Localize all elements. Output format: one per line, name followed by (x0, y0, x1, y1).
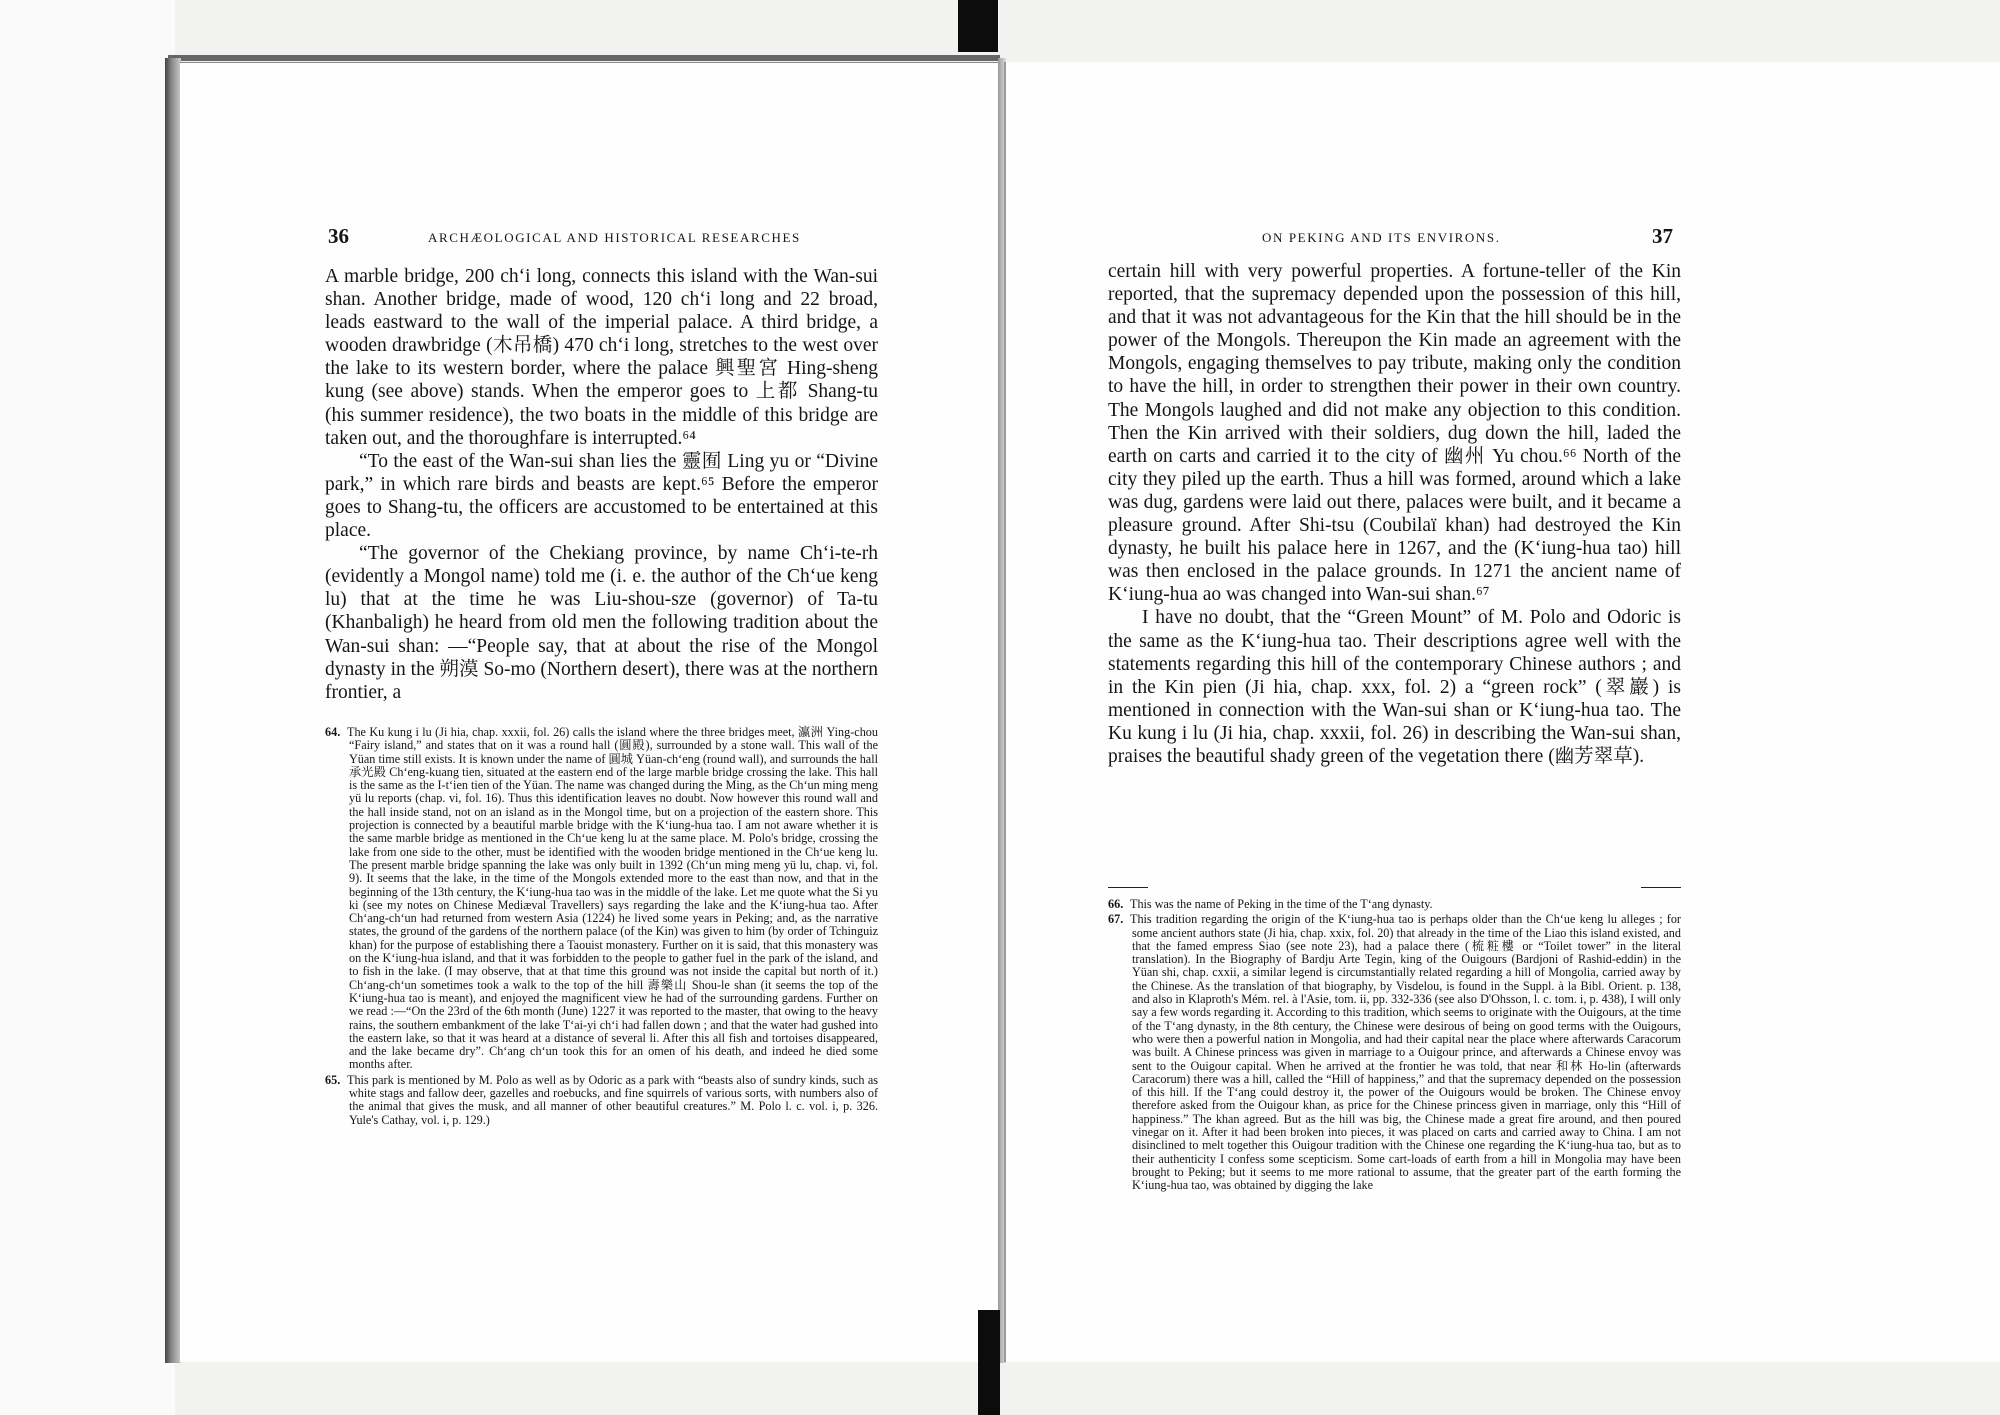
footnote-number: 67. (1108, 912, 1124, 927)
book-edge-left (165, 58, 181, 1363)
footnote-number: 66. (1108, 897, 1124, 911)
right-page (1004, 62, 2000, 1362)
footnote-rule-left (1108, 887, 1148, 888)
footnote-rule (325, 717, 878, 718)
footnote-number: 65. (325, 1072, 341, 1087)
footnote (325, 726, 878, 1072)
body-text (325, 265, 878, 704)
scan-background (0, 0, 175, 1415)
binding-spine-top (958, 0, 998, 52)
footnotes (1108, 898, 1681, 1193)
footnote-text: The Ku kung i lu (Ji hia, chap. xxxii, fol. 26) calls the island where the three bridges meet, 瀛洲 Ying-chou “Fairy island,” and states that on it was a round hall (圓殿), surrounded by a stone wall. This wall of the Yüan time still exists. It is known under the name of 圓城 Yüan-ch‘eng (round wall), and surrounds the hall 承光殿 Ch‘eng-kuang tien, situated at the eastern end of the large marble bridge crossing the lake. This hall is the same as the I-t‘ien tien of the Yüan. The name was changed during the Ming, as the Ch‘un ming meng yü lu reports (chap. vi, fol. 16). Thus this identification leaves no doubt. Now however this round wall and the hall inside stand, not on an island as in the Mongol time, but on a projection of the eastern shore. This projection is connected by a beautiful marble bridge with the K‘iung-hua tao. I am not aware whether it is the same marble bridge as mentioned in the Ch‘ue keng lu at the same place. M. Polo's bridge, crossing the lake from one side to the other, must be identified with the wooden bridge mentioned in the Ch‘ue keng lu. The present marble bridge spanning the lake was only built in 1392 (Ch‘un ming meng yü lu, chap. vi, fol. 9). It seems that the lake, in the time of the Mongols extended more to the east than now, and that in the beginning of the 13th century, the K‘iung-hua tao was in the middle of the lake. Let me quote what the Si yu ki (see my notes on Chinese Mediæval Travellers) says regarding the lake and the K‘iung-hua tao. After Ch‘ang-ch‘un had returned from western Asia (1224) he lived some years in Peking; and, as the narrative states, the ground of the gardens of the northern palace (of the Kin) was given to him (by order of Tchinguiz khan) for the purpose of establishing there a Taouist monastery. Further on it is said, that this monastery was on the K‘iung-hua island, and that it was forbidden to the people to gather fuel in the park of the island, and to fish in the lake. (I may observe, that at that time this ground was not inside the capital but north of it.) Ch‘ang-ch‘un sometimes took a walk to the top of the hill 壽樂山 Shou-le shan (it seems the top of the K‘iung-hua tao is meant), and enjoyed the magnificent view he had of the surrounding gardens. Further on we read :—“On the 23rd of the 6th month (June) 1227 it was reported to the master, that owing to the heavy rains, the southern embankment of the lake T‘ai-yi ch‘i had fallen down ; and that the water had gushed into the eastern lake, so that it was heard at a distance of several li. After this all fish and tortoises disappeared, and the lake became dry”. Ch‘ang ch‘un took this for an omen of his death, and indeed he died some months after. (347, 725, 878, 1072)
paragraph: “The governor of the Chekiang province, by name Ch‘i-te-rh (evidently a Mongol name) told me (i. e. the author of the Ch‘ue keng lu) that at the time he was Liu-shou-sze (governor) of Ta-tu (Khanbaligh) he heard from old men the following tradition about the Wan-sui shan: —“People say, that at about the rise of the Mongol dynasty in the 朔漠 So-mo (Northern desert), there was at the northern frontier, a (325, 543, 878, 703)
footnote-number: 64. (325, 725, 341, 739)
paragraph: I have no doubt, that the “Green Mount” of M. Polo and Odoric is the same as the K‘iung-hua tao. Their descriptions agree well with the statements regarding this hill of the contemporary Chinese authors ; and in the Kin pien (Ji hia, chap. xxx, fol. 2) a “green rock” (翠巖) is mentioned in connection with the Wan-sui shan or K‘iung-hua tao. The Ku kung i lu (Ji hia, chap. xxxii, fol. 26) in describing the Wan-sui shan, praises the beautiful shady green of the vegetation there (幽芳翠草). (1108, 607, 1681, 767)
footnote (325, 1074, 878, 1127)
running-header: ON PEKING AND ITS ENVIRONS. (1262, 230, 1501, 245)
left-page (180, 62, 1000, 1362)
paragraph: A marble bridge, 200 ch‘i long, connects this island with the Wan-sui shan. Another bridge, made of wood, 120 ch‘i long and 22 broad, leads eastward to the wall of the imperial palace. A third bridge, a wooden drawbridge (木吊橋) 470 ch‘i long, stretches to the west over the lake to its western border, where the palace 興聖宮 Hing-sheng kung (see above) stands. When the emperor goes to 上都 Shang-tu (his summer residence), the two boats in the middle of this bridge are taken out, and the thoroughfare is interrupted.⁶⁴ (325, 266, 878, 449)
page-number: 36 (328, 224, 349, 248)
footnote-text: This tradition regarding the origin of the K‘iung-hua tao is perhaps older than the Ch‘ue keng lu alleges ; for some ancient authors state (Ji hia, chap. xxix, fol. 20) that already in the time of the Liao this island existed, and that the famed empress Siao (see note 23), had a palace there (梳粧樓 or “Toilet tower” in the literal translation). In the Biography of Bardju Arte Tegin, king of the Ouigours (Bardjoni of Rashid-eddin) in the Yüan shi, chap. cxxii, a similar legend is circumstantially related regarding a hill of Mongolia, carried away by the Chinese. As the translation of that biography, by Visdelou, is found in the Suppl. à la Bibl. Orient. p. 138, and also in Klaproth's Mém. rel. à l'Asie, tom. ii, pp. 332-336 (see also D'Ohsson, l. c. tom. i, p. 438), I will only say a few words regarding it. According to this tradition, which seems to originate with the Ouigours, at the time of the T‘ang dynasty, in the 8th century, the Chinese were desirous of being on good terms with the Ouigours, who were then a powerful nation in Mongolia, and had their capital near the place where afterwards Caracorum was built. A Chinese princess was given in marriage to a Ouigour prince, and afterwards a Chinese envoy was sent to the Ouigour capital. When he arrived at the frontier he was told, that near 和林 Ho-lin (afterwards Caracorum) there was a hill, called the “Hill of happiness,” and that the supremacy depended on the possession of this hill. If the T‘ang could destroy it, the power of the Ouigours would be broken. The Chinese envoy therefore asked from the Ouigour khan, as price for the Chinese princess given in marriage, only this “Hill of happiness.” The khan agreed. But as the hill was big, the Chinese made a great fire around, and then poured vinegar on it. After it had been broken into pieces, it was placed on carts and carried away to China. I am not disinclined to melt together this Ouigour tradition with the Chinese one regarding the K‘iung-hua tao, but as to their authenticity I confess some scepticism. Some cart-loads of earth from a hill in Mongolia may have been brought to Peking; but it seems to me more rational to assume, that the greater part of the earth forming the K‘iung-hua tao, was obtained by digging the lake (1130, 912, 1681, 1193)
footnote-rule-right (1641, 887, 1681, 888)
footnotes (325, 726, 878, 1127)
paragraph: certain hill with very powerful properties. A fortune-teller of the Kin reported, that the supremacy depended upon the possession of this hill, and that it was not advantageous for the Kin that the hill should be in the power of the Mongols. Thereupon the Kin made an agreement with the Mongols, engaging themselves to pay tribute, making only the condition to have the hill, in order to strengthen their power in their own country. The Mongols laughed and did not make any objection to this condition. Then the Kin arrived with their soldiers, dug down the hill, laded the earth on carts and carried it to the city of 幽州 Yu chou.⁶⁶ North of the city they piled up the earth. Thus a hill was formed, around which a lake was dug, gardens were laid out there, palaces were built, and it became a pleasure ground. After Shi-tsu (Coubilaï khan) had destroyed the Kin dynasty, he built his palace here in 1267, and the (K‘iung-hua tao) hill was then enclosed in the palace grounds. In 1271 the ancient name of K‘iung-hua ao was changed into Wan-sui shan.⁶⁷ (1108, 261, 1681, 606)
footnote (1108, 913, 1681, 1192)
body-text (1108, 260, 1681, 768)
binding-spine-bottom (978, 1310, 1000, 1415)
footnote-text: This park is mentioned by M. Polo as well as by Odoric as a park with “beasts also of sundry kinds, such as white stags and fallow deer, gazelles and roebucks, and fine squirrels of various sorts, with numbers also of the animal that gives the musk, and all manner of other beautiful creatures.” M. Polo l. c. vol. i, p. 326. Yule's Cathay, vol. i, p. 129.) (347, 1072, 878, 1127)
book-edge-top (168, 55, 1000, 61)
running-header: ARCHÆOLOGICAL AND HISTORICAL RESEARCHES (428, 230, 801, 245)
footnote (1108, 898, 1681, 911)
footnote-text: This was the name of Peking in the time of the T‘ang dynasty. (1130, 897, 1433, 911)
paragraph: “To the east of the Wan-sui shan lies the 靈囿 Ling yu or “Divine park,” in which rare birds and beasts are kept.⁶⁵ Before the emperor goes to Shang-tu, the officers are accustomed to be entertained at this place. (325, 450, 878, 542)
page-number: 37 (1652, 224, 1673, 248)
